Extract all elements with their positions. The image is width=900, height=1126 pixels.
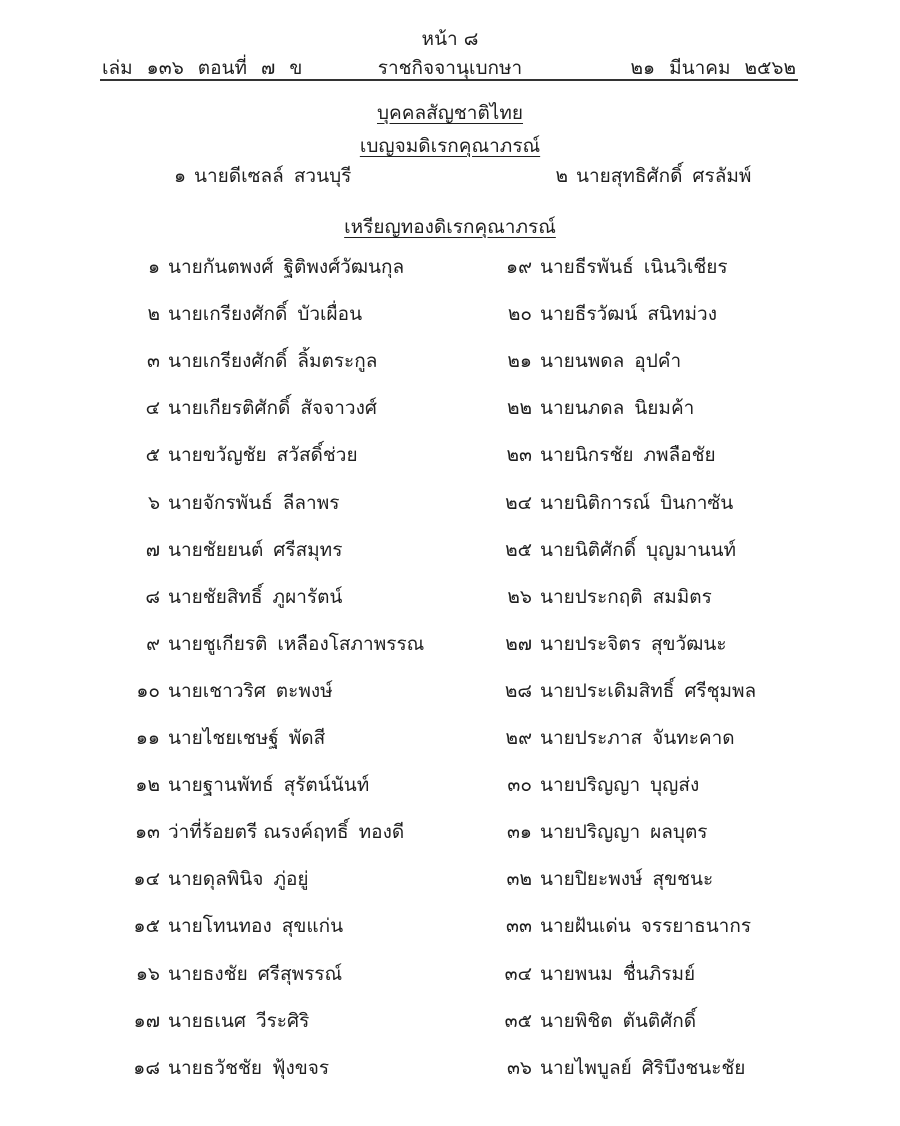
person-title: นาย xyxy=(168,586,203,608)
person-first-name: นิติการณ์ xyxy=(574,492,651,514)
person-title: นาย xyxy=(168,539,203,561)
person-first-name: ดุลพินิจ xyxy=(202,868,264,890)
person-first-name: ประกฤติ xyxy=(574,586,643,608)
person-last-name: ตันติศักดิ์ xyxy=(622,1010,697,1032)
item-number: ๑๑ xyxy=(135,727,160,749)
person-title: นาย xyxy=(168,444,203,466)
person-first-name: ธีรพันธ์ xyxy=(574,256,634,278)
person-last-name: ทองดี xyxy=(358,821,405,843)
person-first-name: ธีรวัฒน์ xyxy=(574,303,638,325)
person-last-name: บุญส่ง xyxy=(650,774,700,796)
list-item xyxy=(116,346,377,376)
item-number: ๓๓ xyxy=(506,915,532,937)
item-number: ๒๕ xyxy=(505,539,532,561)
person-first-name: ขวัญชัย xyxy=(202,444,267,466)
item-number: ๒ xyxy=(147,303,160,325)
person-first-name: ไพบูลย์ xyxy=(574,1057,632,1079)
list-item xyxy=(488,1053,745,1083)
person-title: นาย xyxy=(540,1010,575,1032)
person-first-name: ประเดิมสิทธิ์ xyxy=(574,680,675,702)
person-last-name: สุขวัฒนะ xyxy=(650,633,727,655)
issue-label: ตอนที่ xyxy=(197,57,248,79)
person-first-name: นพดล xyxy=(574,350,625,372)
list-item xyxy=(116,817,404,847)
item-number: ๘ xyxy=(145,586,160,608)
list-item xyxy=(116,629,424,659)
person-title: นาย xyxy=(168,303,203,325)
person-first-name: ณรงค์ฤทธิ์ xyxy=(263,821,349,843)
list-item xyxy=(488,723,735,753)
person-first-name: ฐานพัทธ์ xyxy=(202,774,274,796)
person-first-name: นิกรชัย xyxy=(574,444,634,466)
person-first-name: จักรพันธ์ xyxy=(202,492,273,514)
person-last-name: ภูผารัตน์ xyxy=(272,586,343,608)
list-item xyxy=(116,770,369,800)
section2-heading: เหรียญทองดิเรกคุณาภรณ์ xyxy=(344,216,556,238)
list-item xyxy=(488,252,728,282)
person-title: นาย xyxy=(540,1057,575,1079)
person-title: นาย xyxy=(194,165,229,187)
item-number: ๑๐ xyxy=(136,680,160,702)
person-last-name: ตะพงษ์ xyxy=(275,680,333,702)
item-number: ๒๒ xyxy=(506,397,532,419)
item-number: ๑๙ xyxy=(506,256,532,278)
list-item xyxy=(116,299,362,329)
section1-heading: เบญจมดิเรกคุณาภรณ์ xyxy=(359,135,541,157)
list-item xyxy=(488,1006,696,1036)
person-first-name: ชัยยนต์ xyxy=(202,539,264,561)
person-first-name: เชาวริศ xyxy=(202,680,266,702)
person-last-name: ลิ้มตระกูล xyxy=(297,350,378,372)
list-item xyxy=(116,393,377,423)
group-heading: บุคคลสัญชาติไทย xyxy=(376,102,524,124)
list-item xyxy=(116,252,404,282)
person-last-name: ศรีสมุทร xyxy=(273,539,343,561)
person-title: ว่าที่ร้อยตรี xyxy=(168,821,264,843)
person-title: นาย xyxy=(540,633,575,655)
item-number: ๔ xyxy=(145,397,160,419)
person-title: นาย xyxy=(540,256,575,278)
person-last-name: ลีลาพร xyxy=(282,492,340,514)
person-title: นาย xyxy=(540,963,575,985)
person-first-name: พนม xyxy=(574,963,613,985)
person-first-name: ฝันเด่น xyxy=(574,915,631,937)
person-last-name: สนิทม่วง xyxy=(647,303,718,325)
item-number: ๓๕ xyxy=(504,1010,532,1032)
person-title: นาย xyxy=(168,680,203,702)
item-number: ๒๐ xyxy=(507,303,532,325)
person-last-name: บุญมานนท์ xyxy=(646,539,736,561)
person-title: นาย xyxy=(168,633,203,655)
list-item xyxy=(488,676,756,706)
person-last-name: วีระศิริ xyxy=(255,1010,310,1032)
person-title: นาย xyxy=(540,821,575,843)
list-item xyxy=(116,864,309,894)
person-first-name: สุทธิศักดิ์ xyxy=(610,165,683,187)
issue-number: ๗ xyxy=(261,57,276,79)
person-last-name: สุขชนะ xyxy=(652,868,714,890)
item-number: ๓๑ xyxy=(506,821,532,843)
person-title: นาย xyxy=(168,350,203,372)
person-title: นาย xyxy=(540,303,575,325)
list-item xyxy=(116,1053,329,1083)
person-title: นาย xyxy=(540,539,575,561)
list-item xyxy=(488,393,694,423)
person-title: นาย xyxy=(540,680,575,702)
list-item xyxy=(488,817,708,847)
person-last-name: ศรลัมพ์ xyxy=(692,165,752,187)
person-first-name: กันตพงศ์ xyxy=(202,256,274,278)
person-first-name: ธเนศ xyxy=(202,1010,246,1032)
person-first-name: ธงชัย xyxy=(202,963,248,985)
person-last-name: นิยมค้า xyxy=(634,397,695,419)
person-last-name: จันทะคาด xyxy=(652,727,735,749)
person-first-name: เกรียงศักดิ์ xyxy=(202,350,288,372)
person-title: นาย xyxy=(168,1057,203,1079)
person-title: นาย xyxy=(540,397,575,419)
item-number: ๒๘ xyxy=(504,680,532,702)
item-number: ๑๕ xyxy=(133,915,160,937)
list-item xyxy=(488,629,727,659)
item-number: ๕ xyxy=(145,444,160,466)
item-number: ๓๔ xyxy=(504,963,532,985)
person-first-name: พิชิต xyxy=(574,1010,613,1032)
person-last-name: ศรีชุมพล xyxy=(684,680,757,702)
person-first-name: ธวัชชัย xyxy=(202,1057,262,1079)
person-first-name: เกรียงศักดิ์ xyxy=(202,303,288,325)
person-title: นาย xyxy=(540,350,575,372)
volume-label: เล่ม xyxy=(102,57,133,79)
person-first-name: นภดล xyxy=(574,397,625,419)
date-year: ๒๕๖๒ xyxy=(744,57,796,79)
person-last-name: อุปคำ xyxy=(634,350,682,372)
item-number: ๑ xyxy=(147,256,160,278)
person-last-name: สัจจาวงศ์ xyxy=(300,397,377,419)
item-number: ๑๖ xyxy=(135,963,160,985)
person-title: นาย xyxy=(540,586,575,608)
person-last-name: ภพลือชัย xyxy=(643,444,716,466)
list-item xyxy=(488,299,717,329)
item-number: ๑๘ xyxy=(133,1057,160,1079)
item-number: ๒๙ xyxy=(505,727,532,749)
list-item xyxy=(116,723,325,753)
person-last-name: ศิริบึงชนะชัย xyxy=(641,1057,746,1079)
person-first-name: ไชยเชษฐ์ xyxy=(202,727,279,749)
item-number: ๒๓ xyxy=(506,444,532,466)
item-number: ๒๑ xyxy=(507,350,532,372)
person-last-name: บัวเผื่อน xyxy=(297,303,363,325)
person-last-name: ภู่อยู่ xyxy=(273,868,309,890)
person-first-name: ชูเกียรติ xyxy=(202,633,268,655)
item-number: ๓๒ xyxy=(506,868,532,890)
person-title: นาย xyxy=(540,444,575,466)
item-number: ๗ xyxy=(145,539,160,561)
list-item xyxy=(116,582,342,612)
person-last-name: สุรัตน์นันท์ xyxy=(283,774,370,796)
person-title: นาย xyxy=(168,1010,203,1032)
list-item xyxy=(488,864,713,894)
date-month: มีนาคม xyxy=(669,57,731,79)
list-item xyxy=(522,161,751,191)
person-title: นาย xyxy=(168,397,203,419)
list-item xyxy=(116,911,343,941)
page-number: หน้า ๘ xyxy=(421,28,479,50)
person-title: นาย xyxy=(540,868,575,890)
person-title: นาย xyxy=(576,165,611,187)
item-number: ๑๒ xyxy=(135,774,160,796)
person-first-name: ปริญญา xyxy=(574,774,641,796)
person-title: นาย xyxy=(168,256,203,278)
person-last-name: ชื่นภิรมย์ xyxy=(622,963,696,985)
person-first-name: ประจิตร xyxy=(574,633,641,655)
item-number: ๓ xyxy=(147,350,160,372)
list-item xyxy=(116,440,358,470)
section-letter: ข xyxy=(289,57,303,79)
item-number: ๙ xyxy=(146,633,160,655)
list-item xyxy=(116,488,339,518)
person-title: นาย xyxy=(168,774,203,796)
item-number: ๓๖ xyxy=(506,1057,532,1079)
person-title: นาย xyxy=(168,492,203,514)
person-last-name: สวนบุรี xyxy=(293,165,352,187)
item-number: ๑๗ xyxy=(133,1010,160,1032)
person-last-name: ฐิติพงศ์วัฒนกุล xyxy=(283,256,405,278)
list-item xyxy=(488,959,695,989)
person-first-name: ประภาส xyxy=(574,727,643,749)
header-rule xyxy=(100,79,798,81)
person-first-name: นิติศักดิ์ xyxy=(574,539,637,561)
item-number: ๒๗ xyxy=(505,633,532,655)
person-title: นาย xyxy=(540,774,575,796)
person-first-name: โทนทอง xyxy=(202,915,272,937)
list-item xyxy=(116,1006,309,1036)
item-number: ๓๐ xyxy=(507,774,532,796)
person-last-name: จรรยาธนากร xyxy=(640,915,752,937)
list-item xyxy=(488,440,716,470)
person-first-name: ดีเซลล์ xyxy=(228,165,284,187)
item-number: ๒๔ xyxy=(505,492,532,514)
person-last-name: เหลืองโสภาพรรณ xyxy=(277,633,425,655)
publication-name: ราชกิจจานุเบกษา xyxy=(377,57,523,79)
person-last-name: ศรีสุพรรณ์ xyxy=(257,963,343,985)
person-last-name: ผลบุตร xyxy=(650,821,708,843)
person-last-name: สมมิตร xyxy=(652,586,712,608)
list-item xyxy=(488,770,699,800)
item-number: ๒๖ xyxy=(507,586,532,608)
person-title: นาย xyxy=(168,727,203,749)
person-last-name: สุขแก่น xyxy=(281,915,344,937)
person-first-name: ปริญญา xyxy=(574,821,641,843)
person-first-name: ปิยะพงษ์ xyxy=(574,868,643,890)
list-item xyxy=(488,346,681,376)
list-item xyxy=(116,959,342,989)
item-number: ๒ xyxy=(555,165,568,187)
person-last-name: ฟุ้งขจร xyxy=(272,1057,330,1079)
person-first-name: เกียรติศักดิ์ xyxy=(202,397,291,419)
list-item xyxy=(488,488,733,518)
person-title: นาย xyxy=(540,915,575,937)
item-number: ๑๓ xyxy=(134,821,160,843)
list-item xyxy=(488,911,751,941)
list-item xyxy=(140,161,351,191)
person-last-name: เนินวิเชียร xyxy=(643,256,728,278)
person-title: นาย xyxy=(168,868,203,890)
person-last-name: พัดสี xyxy=(288,727,326,749)
item-number: ๑๔ xyxy=(133,868,160,890)
date-day: ๒๑ xyxy=(630,57,656,79)
person-last-name: บินกาซัน xyxy=(660,492,734,514)
person-first-name: ชัยสิทธิ์ xyxy=(202,586,263,608)
person-title: นาย xyxy=(540,727,575,749)
list-item xyxy=(488,535,736,565)
volume-number: ๑๓๖ xyxy=(146,57,184,79)
person-title: นาย xyxy=(540,492,575,514)
person-last-name: สวัสดิ์ช่วย xyxy=(276,444,358,466)
list-item xyxy=(116,535,342,565)
person-title: นาย xyxy=(168,915,203,937)
list-item xyxy=(116,676,333,706)
list-item xyxy=(488,582,712,612)
item-number: ๖ xyxy=(147,492,160,514)
person-title: นาย xyxy=(168,963,203,985)
item-number: ๑ xyxy=(173,165,186,187)
